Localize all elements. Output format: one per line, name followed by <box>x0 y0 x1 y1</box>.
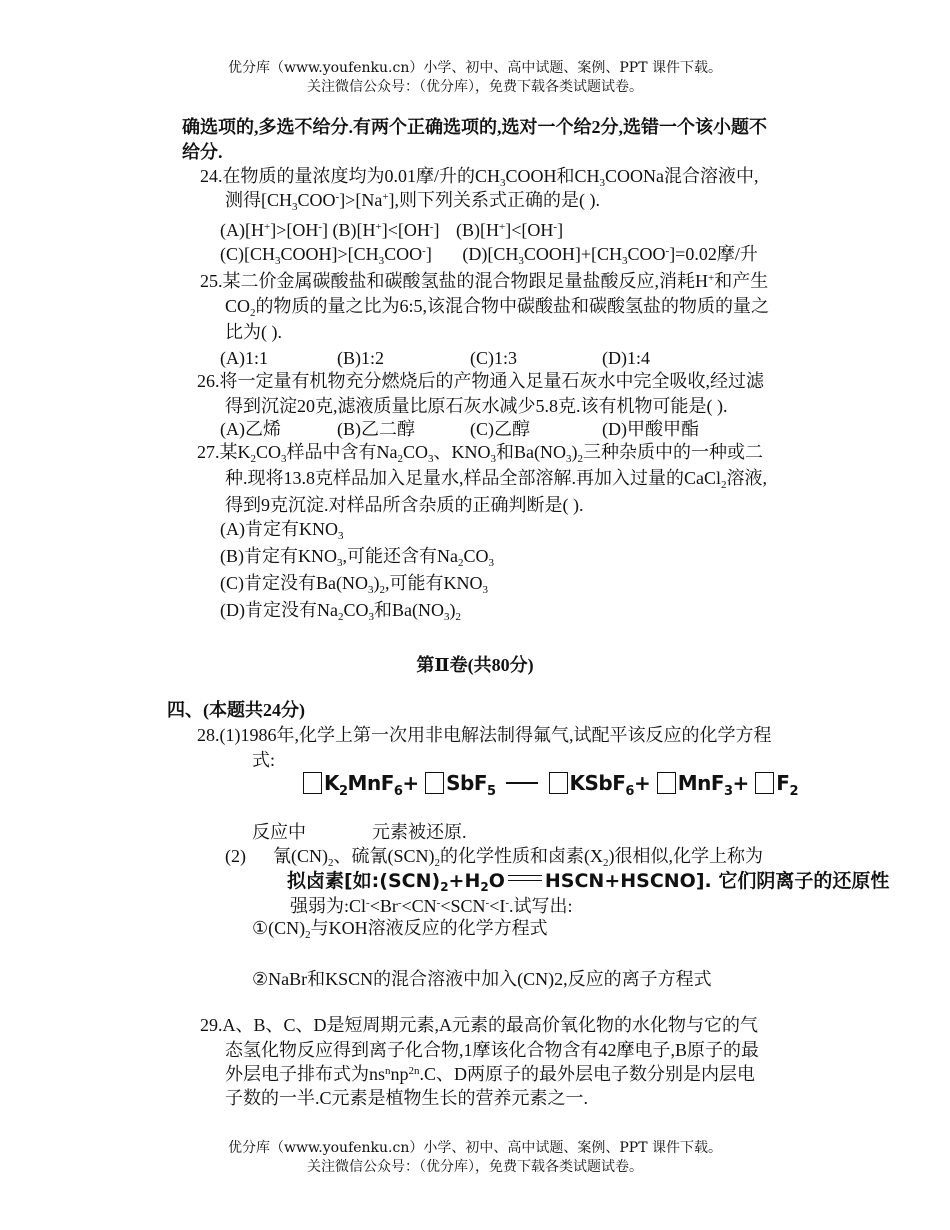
option-25-c: (C)1:3 <box>470 348 517 368</box>
option-27-a: (A)肯定有$KNO_3$ <box>220 519 344 542</box>
question-27-line-1: 27.某$K_2CO_3$样品中含有$Na_2CO_3$、$KNO_3$和$Ba(NO_3)_2$三种杂质中的一种或二 <box>197 442 764 465</box>
question-24-line-1: 24.在物质的量浓度均为0.01摩/升的$CH_3COOH$和$CH_3COONa$混合溶液中, <box>200 166 759 189</box>
footer-line-2: 关注微信公众号：（优分库），免费下载各类试题试卷。 <box>307 1159 643 1175</box>
instruction-line-1: 确选项的,多选不给分.有两个正确选项的,选对一个给2分,选错一个该小题不 <box>182 117 767 137</box>
option-27-b: (B)肯定有$KNO_3$,可能还含有$Na_2CO_3$ <box>220 546 495 569</box>
question-29-line-4: 子数的一半.C元素是植物生长的营养元素之一. <box>225 1088 589 1108</box>
option-27-d: (D)肯定没有$Na_2CO_3$和$Ba(NO_3)_2$ <box>220 600 461 623</box>
question-27-line-2: 种.现将13.8克样品加入足量水,样品全部溶解.再加入过量的CaCl$_2$溶液, <box>225 468 767 491</box>
question-29-line-3: 外层电子排布式为$ns^nnp^{2n}.C$、D两原子的最外层电子数分别是内层电 <box>225 1064 756 1084</box>
header-line-2: 关注微信公众号：（优分库），免费下载各类试题试卷。 <box>307 79 643 95</box>
option-24-b: (B)[H+]<[OH-] <box>332 220 440 240</box>
reaction-arrow <box>506 782 538 784</box>
coefficient-box-4[interactable] <box>657 772 676 794</box>
reversible-arrow <box>508 875 542 883</box>
reduced-element-prompt: 反应中 元素被还原. <box>252 822 467 842</box>
option-25-d: (D)1:4 <box>602 348 650 368</box>
section-4-heading: 四、(本题共24分) <box>167 700 305 720</box>
part-2-title: 第Ⅱ卷(共80分) <box>416 655 534 675</box>
question-25-line-3: 比为( ). <box>225 322 282 342</box>
instruction-line-2: 给分. <box>182 142 223 162</box>
question-29-line-1: 29.A、B、C、D是短周期元素,A元素的最高价氧化物的水化物与它的气 <box>200 1015 759 1035</box>
question-26-line-1: 26.将一定量有机物充分燃烧后的产物通入足量石灰水中完全吸收,经过滤 <box>197 371 764 391</box>
pseudohalogen-example: 拟卤素[如$:(SCN)_2+H_2O$ HSCN+HSCNO]. 它们阴离子的还原性 <box>287 870 890 894</box>
coefficient-box-3[interactable] <box>549 772 568 794</box>
question-26-line-2: 得到沉淀20克,滤液质量比原石灰水减少5.8克.该有机物可能是( ). <box>225 396 728 416</box>
question-28-sub-2: ②NaBr和KSCN的混合溶液中加入(CN)2,反应的离子方程式 <box>252 969 712 989</box>
option-25-b: (B)1:2 <box>337 348 384 368</box>
question-28-sub-1: $①(CN)_2$与KOH溶液反应的化学方程式 <box>252 918 548 941</box>
page-footer <box>0 1139 950 1177</box>
page-header <box>0 59 950 97</box>
coefficient-box-2[interactable] <box>425 772 444 794</box>
coefficient-box-5[interactable] <box>755 772 774 794</box>
option-27-c: (C)肯定没有$Ba(NO_3)_2$,可能有$KNO_3$ <box>220 573 488 596</box>
question-25-line-2: $CO_2$的物质的量之比为6:5,该混合物中碳酸盐和碳酸氢盐的物质的量之 <box>225 296 770 319</box>
option-24-c: $(C)[CH_3COOH]>[CH_3COO^-]$ <box>220 244 432 267</box>
coefficient-box-1[interactable] <box>303 772 322 794</box>
option-24-a: (A)[H+]>[OH-] <box>220 220 329 240</box>
option-26-a: (A)乙烯 <box>220 419 281 439</box>
option-24-d: $(D)[CH_3COOH]+[CH_3COO^-]=0.02$摩/升 <box>462 244 758 267</box>
fluorine-equation: $K_2MnF_6+ SbF_5$ KSbF$_6$+ $MnF_3+ F_2$ <box>303 771 798 795</box>
question-27-line-3: 得到9克沉淀.对样品所含杂质的正确判断是( ). <box>225 495 584 515</box>
question-28-part-2-line-3: 强弱为:Cl-<Br-<CN-<SCN-<I-.试写出: <box>290 896 573 916</box>
option-26-d: (D)甲酸甲酯 <box>602 419 699 439</box>
question-24-line-2: 测得$[CH_3COO^-]>[Na^+]$,则下列关系式正确的是( ). <box>225 190 601 213</box>
option-26-b: (B)乙二醇 <box>337 419 415 439</box>
question-28-line-1: 28.(1)1986年,化学上第一次用非电解法制得氟气,试配平该反应的化学方程 <box>197 725 772 745</box>
question-28-line-2: 式: <box>252 750 276 770</box>
question-24-options-row-1 <box>220 219 563 241</box>
option-26-c: (C)乙醇 <box>470 419 530 439</box>
question-25-line-1: 25.某二价金属碳酸盐和碳酸氢盐的混合物跟足量盐酸反应,消耗H+和产生 <box>200 271 769 291</box>
question-28-part-2-line-1: (2) 氰$(CN)_2$、硫氰$(SCN)_2$的化学性质和卤素$(X_2)$很相似,化学上称为 <box>225 846 764 869</box>
header-line-1: 优分库（www.youfenku.cn）小学、初中、高中试题、案例、PPT 课件下载。 <box>227 60 722 76</box>
question-24-options-row-2 <box>220 243 758 265</box>
option-24-b-duplicate: (B)[H+]<[OH-] <box>456 220 564 240</box>
footer-line-1: 优分库（www.youfenku.cn）小学、初中、高中试题、案例、PPT 课件下载。 <box>227 1140 722 1156</box>
option-25-a: (A)1:1 <box>220 348 268 368</box>
question-29-line-2: 态氢化物反应得到离子化合物,1摩该化合物含有42摩电子,B原子的最 <box>225 1040 760 1060</box>
